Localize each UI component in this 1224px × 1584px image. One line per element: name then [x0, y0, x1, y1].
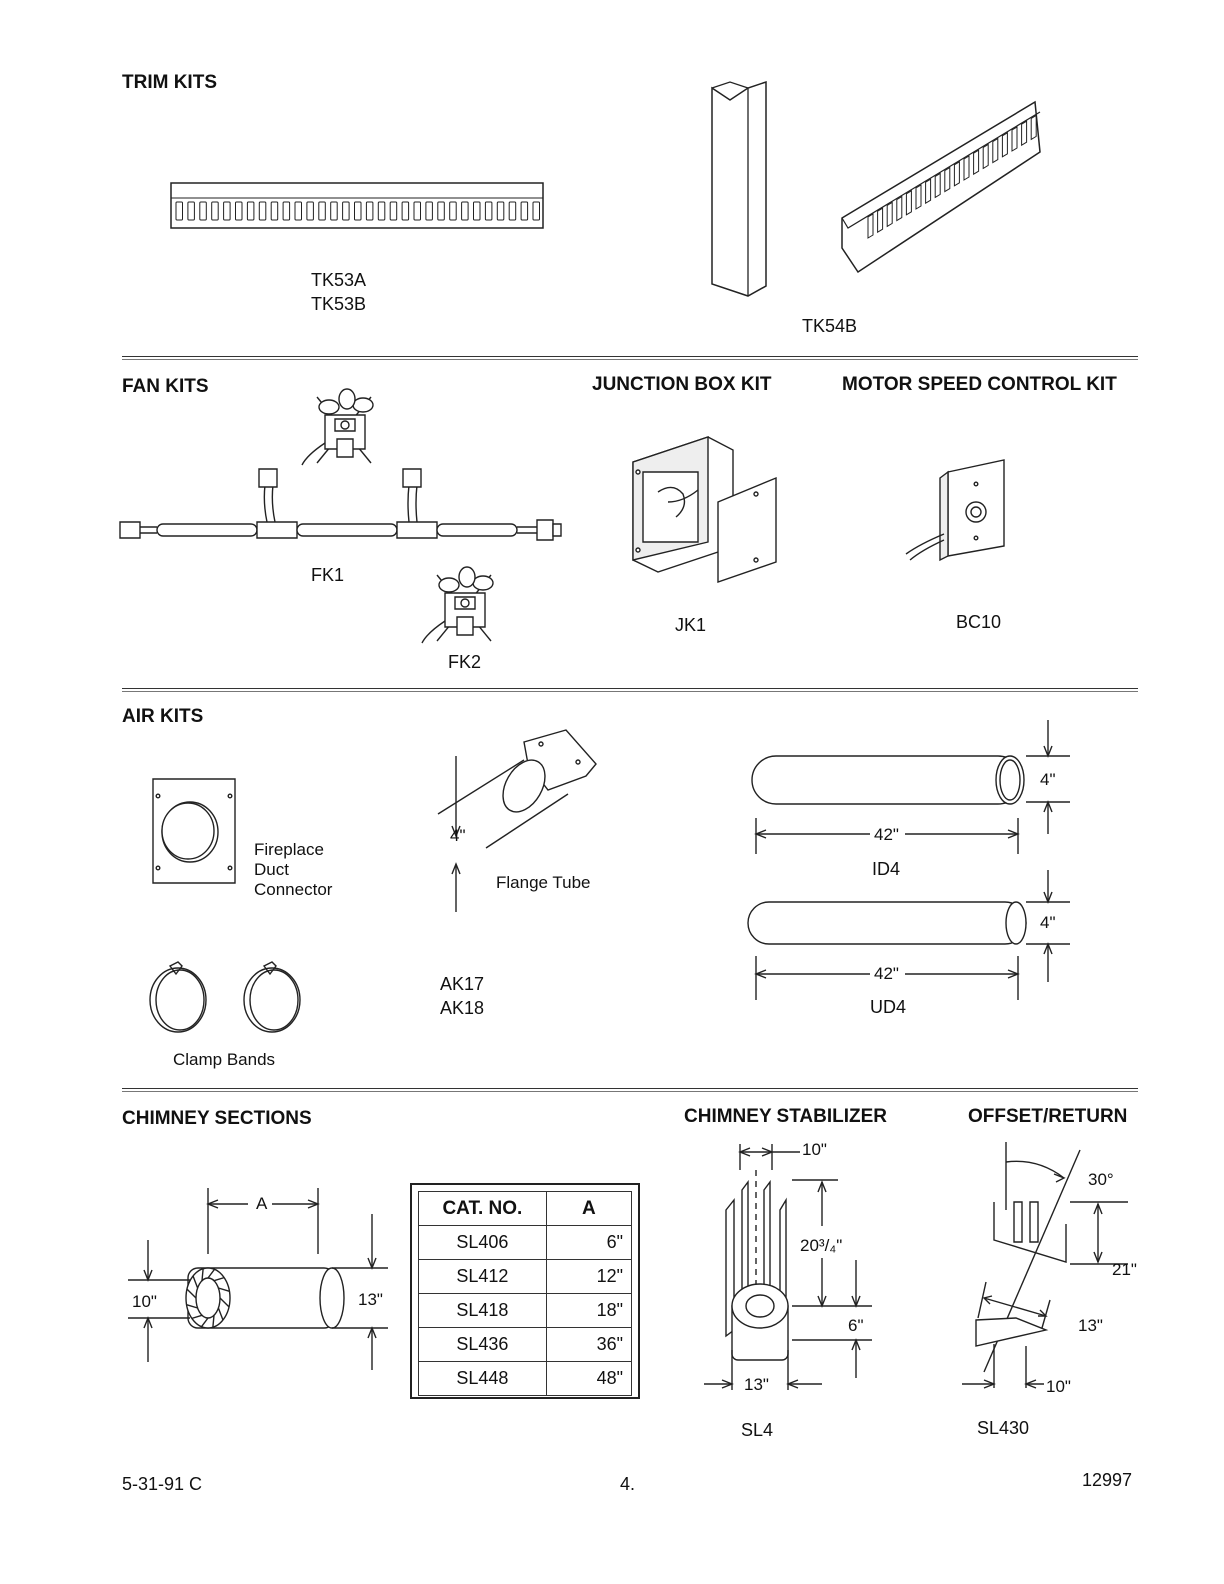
sl430-dim-13: 13" — [1078, 1316, 1103, 1335]
jk1-junction-box-illustration — [628, 432, 788, 592]
flange-tube-illustration — [428, 724, 608, 924]
id4-diameter-dim: 4" — [1040, 770, 1056, 789]
sl430-dim-10: 10" — [1046, 1377, 1071, 1396]
motor-speed-control-kit-title: MOTOR SPEED CONTROL KIT — [842, 374, 1117, 395]
duct-label: Duct — [254, 860, 289, 879]
table-header-a: A — [546, 1192, 631, 1226]
fk1-label: FK1 — [311, 565, 345, 585]
table-row — [419, 1328, 632, 1362]
connector-label: Connector — [254, 880, 333, 899]
sl430-dim-21: 21" — [1112, 1260, 1137, 1279]
table-row — [419, 1294, 632, 1328]
chimney-sections-table — [410, 1183, 640, 1399]
divider-1 — [122, 356, 1138, 360]
ak17-label: AK17 — [440, 974, 485, 994]
clamp-bands-illustration — [140, 956, 320, 1040]
sl4-stabilizer-illustration — [712, 1140, 892, 1390]
tk54b-label: TK54B — [802, 316, 858, 336]
tk54b-trim-illustration — [700, 78, 1080, 308]
footer-page-number: 4. — [620, 1474, 636, 1494]
ak18-label: AK18 — [440, 998, 485, 1018]
chimney-dim-a: A — [256, 1194, 268, 1213]
flange-tube-dim: 4" — [450, 826, 466, 845]
junction-box-kit-title: JUNCTION BOX KIT — [592, 374, 772, 395]
trim-kits-title: TRIM KITS — [122, 72, 217, 93]
divider-2 — [122, 688, 1138, 692]
table-cell-a: 6" — [546, 1226, 631, 1260]
fk2-label: FK2 — [448, 652, 482, 672]
clamp-bands-label: Clamp Bands — [173, 1050, 276, 1069]
id4-ud4-tube-illustration — [730, 720, 1080, 1020]
table-row — [419, 1260, 632, 1294]
divider-3 — [122, 1088, 1138, 1092]
offset-return-title: OFFSET/RETURN — [968, 1106, 1128, 1127]
ud4-label: UD4 — [870, 997, 907, 1017]
sl430-label: SL430 — [977, 1418, 1030, 1438]
sl430-dim-angle: 30° — [1088, 1170, 1114, 1189]
fireplace-label: Fireplace — [254, 840, 324, 859]
table-header-row — [419, 1192, 632, 1226]
table-cell-cat-no: SL418 — [419, 1294, 547, 1328]
sl4-dim-13: 13" — [744, 1375, 769, 1394]
fan-motor-icon-2 — [422, 567, 493, 643]
sl4-dim-height: 20³/₄" — [800, 1236, 843, 1255]
tk53b-label: TK53B — [311, 294, 367, 314]
table-cell-cat-no: SL436 — [419, 1328, 547, 1362]
sl4-dim-10: 10" — [802, 1140, 827, 1159]
sl4-dim-6: 6" — [848, 1316, 864, 1335]
table-cell-a: 12" — [546, 1260, 631, 1294]
footer-doc-number: 12997 — [1082, 1470, 1133, 1490]
chimney-dim-10: 10" — [132, 1292, 157, 1311]
fan-kits-title: FAN KITS — [122, 376, 209, 397]
chimney-dim-13: 13" — [358, 1290, 383, 1309]
table-cell-a: 48" — [546, 1362, 631, 1396]
flange-tube-label: Flange Tube — [496, 873, 591, 892]
table-cell-a: 36" — [546, 1328, 631, 1362]
chimney-stabilizer-title: CHIMNEY STABILIZER — [684, 1106, 888, 1127]
table-header-cat-no: CAT. NO. — [419, 1192, 547, 1226]
ud4-length-dim: 42" — [874, 964, 899, 983]
chimney-sections-title: CHIMNEY SECTIONS — [122, 1108, 312, 1129]
table-cell-cat-no: SL406 — [419, 1226, 547, 1260]
fireplace-duct-connector-illustration — [150, 776, 240, 886]
ud4-diameter-dim: 4" — [1040, 913, 1056, 932]
id4-label: ID4 — [872, 859, 901, 879]
sl4-label: SL4 — [741, 1420, 774, 1440]
table-row — [419, 1362, 632, 1396]
bc10-label: BC10 — [956, 612, 1002, 632]
footer-date-code: 5-31-91 C — [122, 1474, 203, 1494]
fan-motor-icon — [302, 389, 373, 465]
table-row — [419, 1226, 632, 1260]
table-cell-cat-no: SL448 — [419, 1362, 547, 1396]
id4-length-dim: 42" — [874, 825, 899, 844]
table-cell-cat-no: SL412 — [419, 1260, 547, 1294]
table-cell-a: 18" — [546, 1294, 631, 1328]
tk53-trim-grille-illustration — [168, 180, 548, 232]
jk1-label: JK1 — [675, 615, 707, 635]
air-kits-title: AIR KITS — [122, 706, 204, 727]
fk1-wiring-harness-illustration — [117, 385, 577, 645]
bc10-speed-control-illustration — [900, 456, 1020, 566]
tk53a-label: TK53A — [311, 270, 367, 290]
